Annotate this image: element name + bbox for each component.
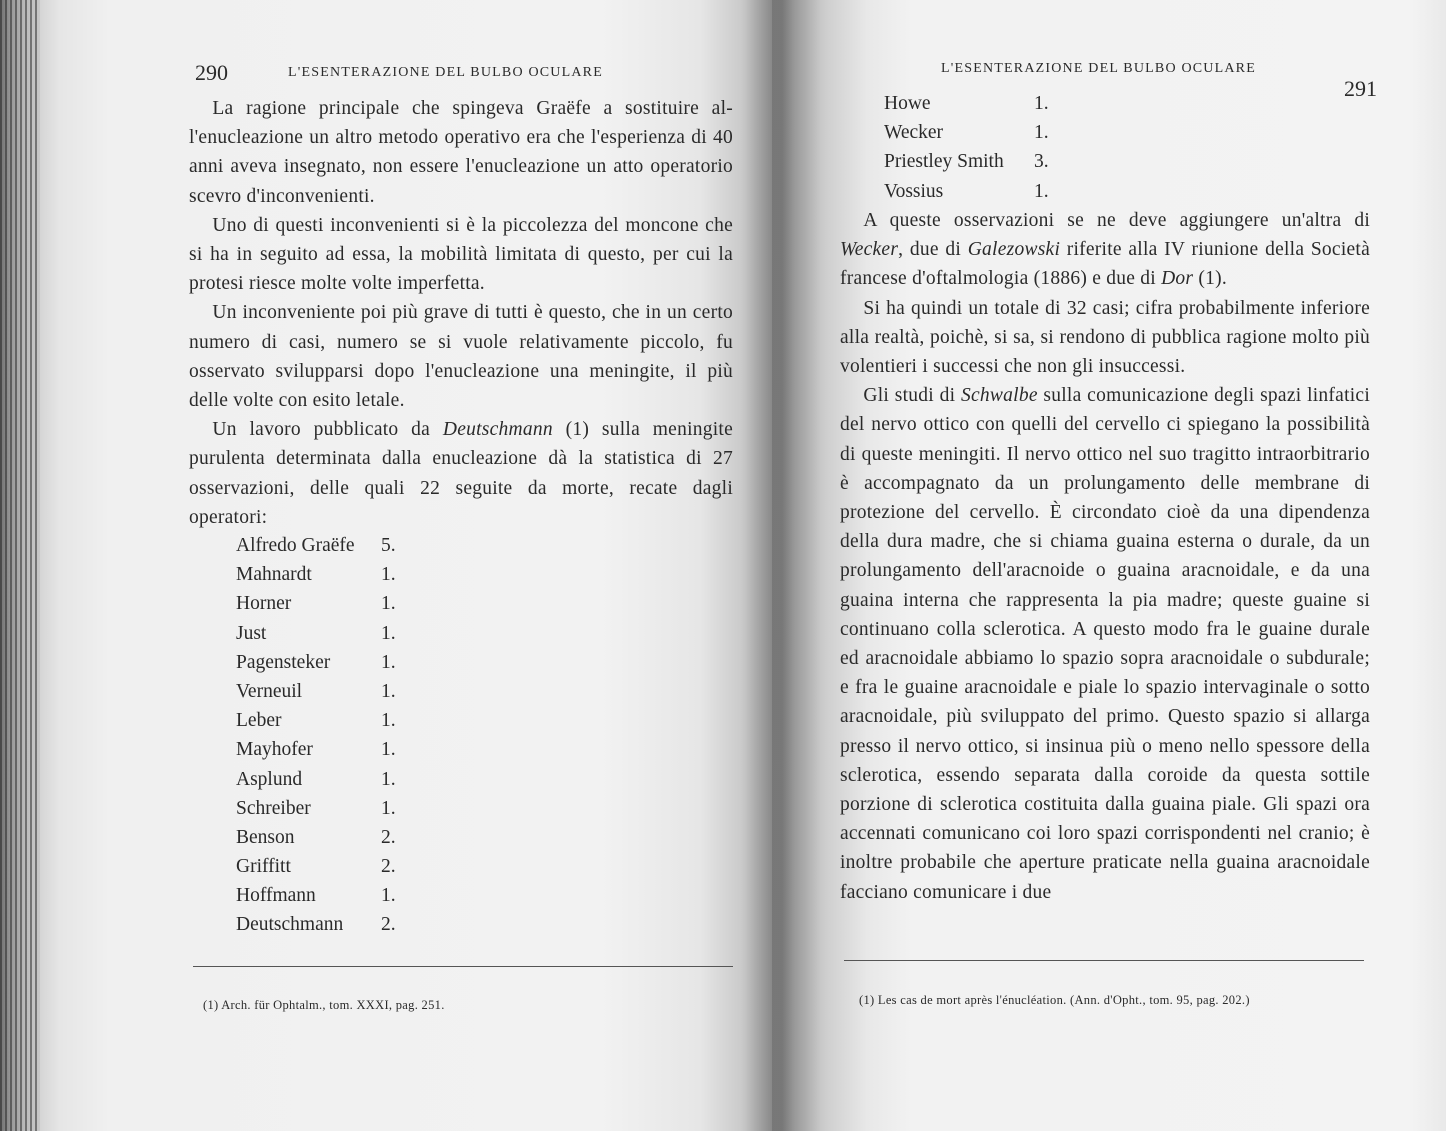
surgeon-name: Asplund [236,768,303,790]
table-row [236,619,421,648]
statistics-table-right [884,89,1074,206]
case-count: 1. [1034,93,1049,114]
case-count: 2. [381,826,396,848]
table-row [236,910,421,939]
paragraph: Si ha quindi un totale di 32 casi; cifra probabilmente inferiore alla realtà, poichè, si sa, si rendono di pubblica ragione molto più volentieri i successi che non gli insuccessi. [840,297,1370,378]
author-name: Wecker [840,239,899,261]
running-head-left: L'ESENTERAZIONE DEL BULBO OCULARE [288,65,603,80]
text-run: A queste osservazioni se ne deve aggiungere un'altra di [863,210,1370,231]
case-count: 1. [381,739,396,761]
running-head-right: L'ESENTERAZIONE DEL BULBO OCULARE [941,61,1256,76]
table-row [236,589,421,618]
table-row [884,177,1074,206]
author-name: Galezowski [967,239,1061,261]
text-run: Gli studi di [863,385,961,407]
surgeon-name: Schreiber [236,797,311,819]
paragraph: Uno di questi inconvenienti si è la piccolezza del moncone che si ha in seguito ad essa, la mobilità limitata di questo, per cui la protesi riesce molte volte imperfetta. [189,214,733,295]
text-run: , due di [898,239,968,261]
footnote-rule-left [193,966,733,967]
case-count: 2. [381,856,396,878]
case-count: 2. [381,914,396,936]
case-count: 1. [381,797,396,819]
case-count: 3. [1034,151,1049,173]
surgeon-name: Griffitt [236,856,291,878]
paragraph [189,415,733,532]
table-row [236,677,421,706]
surgeon-name: Hoffmann [236,885,316,907]
surgeon-name: Leber [236,710,282,732]
paragraph: La ragione principale che spingeva Graëfe a sostituire al-l'enucleazione un altro metodo operativo era che l'esperienza di 40 anni aveva insegnato, non essere l'enucleazione un atto operatorio scevro d'inconvenienti. [189,98,733,207]
surgeon-name: Benson [236,826,295,848]
surgeon-name: Mahnardt [236,564,312,586]
case-count: 1. [381,885,396,907]
surgeon-name: Vossius [884,180,944,202]
text-run: (1) sulla meningite purulenta determinata dalla enucleazione dà la statistica di 27 osservazioni, delle quali 22 seguite da morte, recate dagli operatori: [189,419,733,528]
surgeon-name: Pagensteker [236,651,331,673]
surgeon-name: Alfredo Graëfe [236,535,355,556]
table-row [236,794,421,823]
table-row [236,706,421,735]
text-run: (1). [1193,268,1227,290]
case-count: 1. [381,564,396,586]
table-row [236,648,421,677]
footnote-rule-right [844,960,1364,961]
page-edges [0,0,40,1131]
right-page [772,0,1446,1131]
right-body-text [840,206,1370,907]
page-number-left: 290 [195,60,228,85]
author-name: Dor [1161,268,1194,290]
table-row [236,881,421,910]
statistics-table-left [236,531,421,940]
left-body-text [189,94,733,532]
paragraph: Un inconveniente poi più grave di tutti è questo, che in un certo numero di casi, numero se si vuole relativamente piccolo, fu osservato svilupparsi dopo l'enucleazione una meningite, il più delle volte con esito letale. [189,302,733,412]
footnote-left: (1) Arch. für Ophtalm., tom. XXXI, pag. 251. [203,998,445,1012]
table-row [236,531,421,560]
case-count: 1. [381,622,396,644]
page-number-right: 291 [1344,76,1377,101]
table-row [884,147,1074,176]
table-row [236,735,421,764]
author-name: Schwalbe [960,385,1038,407]
gutter-shadow [740,0,820,1131]
surgeon-name: Just [236,622,267,644]
case-count: 1. [1034,122,1049,144]
table-row [236,765,421,794]
text-run: Un lavoro pubblicato da [212,419,443,441]
surgeon-name: Priestley Smith [884,151,1004,173]
case-count: 1. [381,680,396,702]
case-count: 1. [381,651,396,673]
surgeon-name: Howe [884,93,931,114]
author-name: Deutschmann [442,419,553,441]
footnote-right: (1) Les cas de mort après l'énucléation. (Ann. d'Opht., tom. 95, pag. 202.) [859,993,1250,1007]
paragraph [840,381,1370,907]
case-count: 1. [381,768,396,790]
case-count: 5. [381,535,396,556]
table-row [884,89,1074,118]
table-row [236,852,421,881]
case-count: 1. [381,593,396,615]
surgeon-name: Horner [236,593,292,615]
table-row [884,118,1074,147]
surgeon-name: Verneuil [236,680,303,702]
table-row [236,823,421,852]
surgeon-name: Mayhofer [236,739,313,761]
surgeon-name: Deutschmann [236,914,344,936]
case-count: 1. [381,710,396,732]
text-run: riferite alla IV riunione della Società francese d'oftalmologia (1886) e due di [840,239,1370,290]
case-count: 1. [1034,180,1049,202]
table-row [236,560,421,589]
surgeon-name: Wecker [884,122,944,144]
text-run: sulla comunicazione degli spazi linfatici del nervo ottico con quelli del cervello ci spiegano la possibilità di queste meningiti. Il nervo ottico nel suo tragitto intraorbitrario è accompagnato da un prolungamento delle membrane di protezione del cervello. È circondato cioè da una dipendenza della dura madre, che si chiama guaina esterna o durale, da un prolungamento dell'aracnoide o guaina aracnoidale, e da una guaina interna che rappresenta la pia madre; queste guaine si continuano colla sclerotica. A questo modo fra le guaine durale ed aracnoidale abbiamo lo spazio sopra aracnoidale o subdurale; e fra le guaine aracnoidale e piale lo spazio intervaginale o sotto aracnoidale, più sviluppato del primo. Questo spazio si allarga presso il nervo ottico, si insinua più o meno nello spessore della sclerotica, essendo separata dalla coroide da questa sottile porzione di sclerotica costituita dalla guaina piale. Gli spazi ora accennati comunicano coi loro spazi corrispondenti nel cranio; è inoltre probabile che aperture praticate nella guaina aracnoidale facciano comunicare i due [840,385,1370,903]
paragraph [840,206,1370,294]
